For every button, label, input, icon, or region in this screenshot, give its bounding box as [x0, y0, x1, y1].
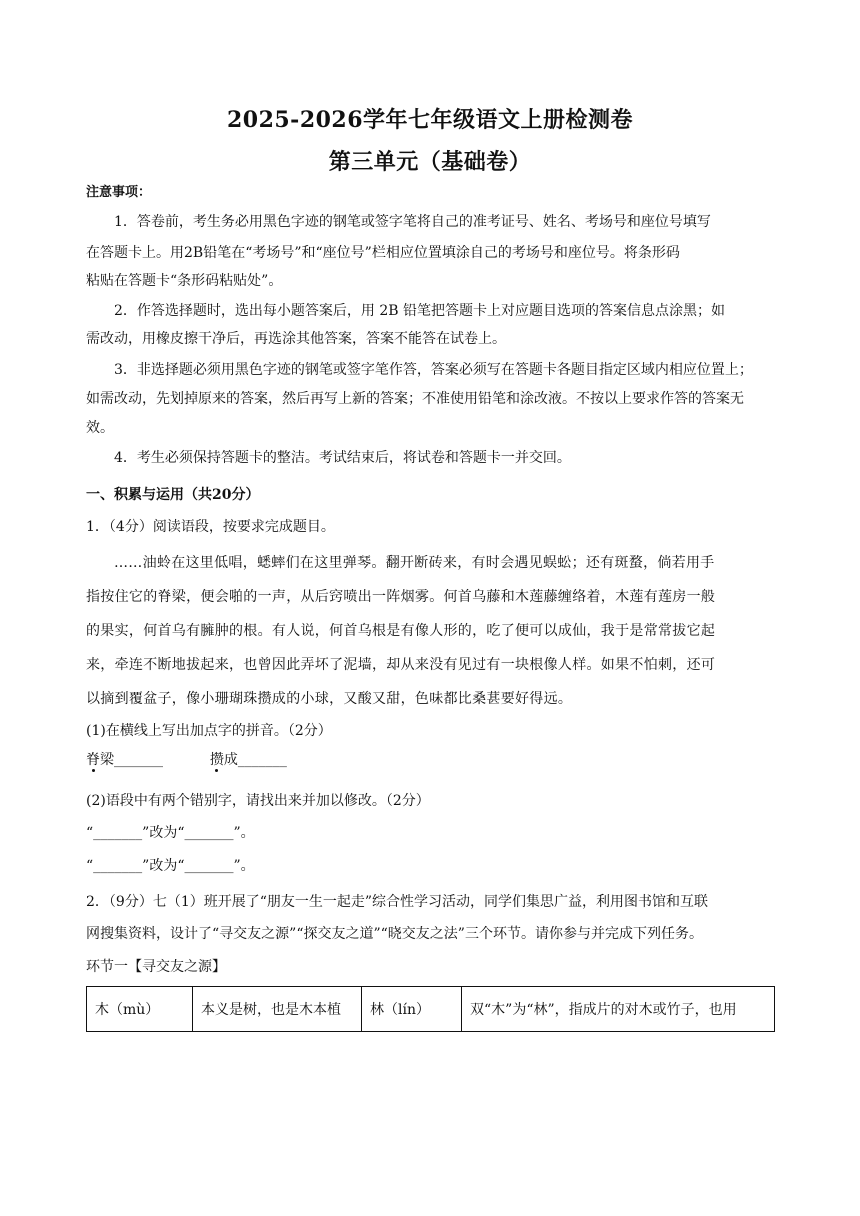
passage-line-5: 以摘到覆盆子，像小珊瑚珠攒成的小球，又酸又甜，色味都比桑葚要好得远。: [86, 691, 573, 707]
notice-line-2: 在答题卡上。用2B铅笔在“考场号”和“座位号”栏相应位置填涂自己的考场号和座位号。将条形码: [86, 245, 680, 261]
table-cell: 本义是树，也是木本植: [193, 987, 362, 1032]
notice-line-5: 需改动，用橡皮擦干净后，再选涂其他答案，答案不能答在试卷上。: [86, 331, 506, 347]
correction-line-1[interactable]: “_______”改为“_______”。: [86, 825, 255, 841]
dotted-char: 攒: [209, 752, 224, 768]
word-rest: 梁: [100, 752, 114, 768]
notice-line-9: 4．考生必须保持答题卡的整洁。考试结束后，将试卷和答题卡一并交回。: [114, 450, 571, 466]
dotted-char: 脊: [86, 752, 100, 768]
character-table: [86, 986, 775, 1032]
answer-blank[interactable]: _______: [237, 752, 287, 768]
notice-line-1: 1．答卷前，考生务必用黑色字迹的钢笔或签字笔将自己的准考证号、姓名、考场号和座位号填写: [114, 214, 711, 230]
answer-blank[interactable]: _______: [114, 752, 163, 768]
notice-heading: 注意事项：: [86, 185, 152, 200]
pinyin-answer-row: [86, 745, 774, 776]
question-1-stem: 1．（4分）阅读语段，按要求完成题目。: [86, 519, 335, 535]
notice-line-8: 效。: [86, 420, 114, 436]
table-cell: 木（mù）: [87, 987, 193, 1032]
passage-line-3: 的果实，何首乌有臃肿的根。有人说，何首乌根是有像人形的，吃了便可以成仙，我于是常常拔它起: [86, 623, 716, 639]
question-2-line-2: 网搜集资料，设计了“寻交友之源”“探交友之道”“晓交友之法”三个环节。请你参与并完成下列任务。: [86, 926, 703, 942]
exam-title: 2025-2026学年七年级语文上册检测卷: [226, 107, 634, 133]
notice-line-3: 粘贴在答题卡“条形码粘贴处”。: [86, 273, 283, 289]
word-rest: 成: [223, 752, 238, 768]
question-2-line-1: 2．（9分）七（1）班开展了“朋友一生一起走”综合性学习活动，同学们集思广益，利用图书馆和互联: [86, 894, 709, 910]
passage-line-1: ……油蛉在这里低唱，蟋蟀们在这里弹琴。翻开断砖来，有时会遇见蜈蚣；还有斑蝥，倘若用手: [114, 555, 715, 571]
section-heading: 一、积累与运用（共20分）: [86, 487, 260, 503]
notice-line-4: 2．作答选择题时，选出每小题答案后，用 2B 铅笔把答题卡上对应题目选项的答案信息点涂黑；如: [114, 303, 726, 319]
table-cell: 双“木”为“林”，指成片的对木或竹子，也用: [462, 987, 775, 1032]
link-1-label: 环节一【寻交友之源】: [86, 959, 226, 975]
notice-line-6: 3．非选择题必须用黑色字迹的钢笔或签字笔作答，答案必须写在答题卡各题目指定区域内相应位置上；: [114, 362, 753, 378]
passage-line-4: 来，牵连不断地拔起来，也曾因此弄坏了泥墙，却从来没有见过有一块根像人样。如果不怕刺，还可: [86, 657, 716, 673]
correction-line-2[interactable]: “_______”改为“_______”。: [86, 858, 255, 874]
question-1-sub-1: (1)在横线上写出加点字的拼音。（2分）: [86, 723, 332, 739]
table-cell: 林（lín）: [362, 987, 462, 1032]
table-row: [87, 987, 775, 1032]
exam-subtitle: 第三单元（基础卷）: [328, 149, 532, 175]
notice-line-7: 如需改动，先划掉原来的答案，然后再写上新的答案；不准使用铅笔和涂改液。不按以上要求作答的答案无: [86, 391, 744, 407]
passage-line-2: 指按住它的脊梁，便会啪的一声，从后窍喷出一阵烟雾。何首乌藤和木莲藤缠络着，木莲有莲房一般: [86, 589, 716, 605]
question-1-sub-2: (2)语段中有两个错别字，请找出来并加以修改。（2分）: [86, 793, 430, 809]
